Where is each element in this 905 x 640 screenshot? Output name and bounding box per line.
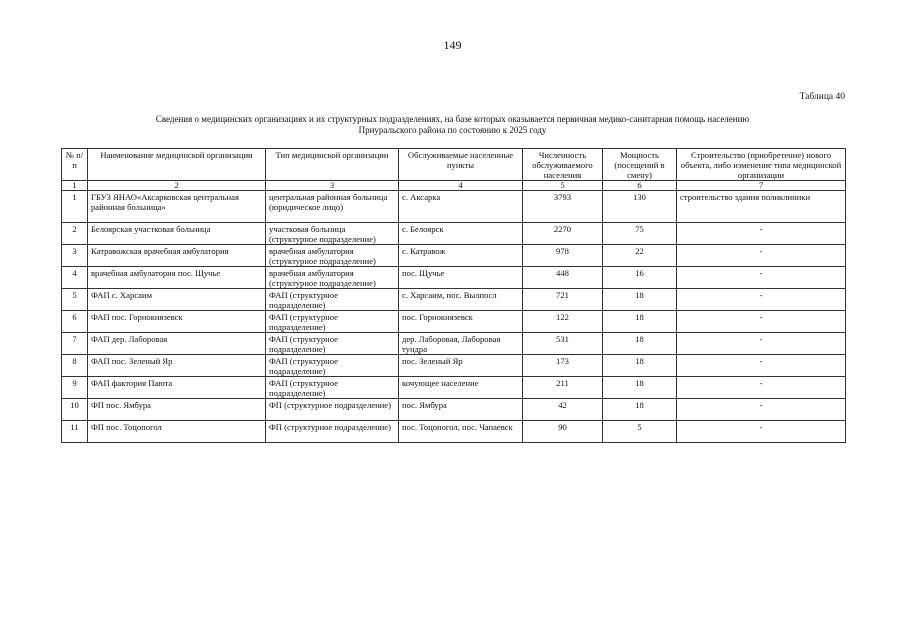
caption-line-1: Сведения о медицинских организациях и их структурных подразделениях, на базе которых оказывается первичная медико-санитарная помощь населению: [155, 114, 750, 124]
cell-organization-name: ФАП дер. Лаборовая: [88, 333, 266, 355]
cell-organization-name: ФП пос. Ямбура: [88, 399, 266, 421]
cell-organization-name: ГБУЗ ЯНАО«Аксарковская центральная районная больница»: [88, 191, 266, 223]
cell-capacity: 130: [603, 191, 677, 223]
cell-organization-type: врачебная амбулатория (структурное подразделение): [266, 267, 399, 289]
cell-number: 8: [62, 355, 88, 377]
cell-population: 211: [523, 377, 603, 399]
cell-number: 3: [62, 245, 88, 267]
cell-construction: -: [677, 399, 846, 421]
cell-organization-type: ФАП (структурное подразделение): [266, 333, 399, 355]
header-cell-population: Численность обслуживаемого населения: [523, 149, 603, 181]
cell-organization-type: ФП (структурное подразделение): [266, 399, 399, 421]
table-row: [62, 399, 846, 421]
cell-organization-name: ФАП пос. Зеленый Яр: [88, 355, 266, 377]
cell-population: 122: [523, 311, 603, 333]
cell-number: 1: [62, 191, 88, 223]
cell-organization-name: ФАП пос. Горнокнязевск: [88, 311, 266, 333]
cell-organization-type: ФП (структурное подразделение): [266, 421, 399, 443]
cell-number: 9: [62, 377, 88, 399]
table-row: [62, 421, 846, 443]
table-row: [62, 191, 846, 223]
cell-construction: -: [677, 245, 846, 267]
cell-organization-name: ФП пос. Тоцопогол: [88, 421, 266, 443]
cell-construction: -: [677, 267, 846, 289]
cell-population: 3793: [523, 191, 603, 223]
cell-capacity: 18: [603, 377, 677, 399]
cell-number: 10: [62, 399, 88, 421]
header-cell-construction: Строительство (приобретение) нового объекта, либо изменение типа медицинской организации: [677, 149, 846, 181]
cell-number: 4: [62, 267, 88, 289]
cell-population: 978: [523, 245, 603, 267]
table-row: [62, 223, 846, 245]
cell-organization-name: ФАП фактория Паюта: [88, 377, 266, 399]
cell-population: 721: [523, 289, 603, 311]
cell-served-settlements: кочующее население: [399, 377, 523, 399]
column-number: 7: [677, 181, 846, 191]
cell-organization-type: центральная районная больница (юридическое лицо): [266, 191, 399, 223]
cell-population: 531: [523, 333, 603, 355]
header-cell-number: № п/п: [62, 149, 88, 181]
cell-organization-name: Белоярская участковая больница: [88, 223, 266, 245]
cell-organization-type: участковая больница (структурное подразделение): [266, 223, 399, 245]
cell-population: 42: [523, 399, 603, 421]
column-number: 3: [266, 181, 399, 191]
cell-organization-name: ФАП с. Харсаим: [88, 289, 266, 311]
cell-served-settlements: с. Харсаим, пос. Вылпосл: [399, 289, 523, 311]
column-number: 2: [88, 181, 266, 191]
cell-number: 2: [62, 223, 88, 245]
header-cell-organization-name: Наименование медицинской организации: [88, 149, 266, 181]
cell-construction: -: [677, 223, 846, 245]
cell-served-settlements: пос. Щучье: [399, 267, 523, 289]
page-number: 149: [443, 38, 462, 52]
cell-organization-name: Катравожская врачебная амбулатория: [88, 245, 266, 267]
cell-served-settlements: дер. Лаборовая, Лаборовая тундра: [399, 333, 523, 355]
cell-served-settlements: с. Катравож: [399, 245, 523, 267]
cell-capacity: 5: [603, 421, 677, 443]
cell-number: 7: [62, 333, 88, 355]
cell-capacity: 75: [603, 223, 677, 245]
column-number: 1: [62, 181, 88, 191]
column-number: 4: [399, 181, 523, 191]
cell-capacity: 18: [603, 355, 677, 377]
cell-organization-type: ФАП (структурное подразделение): [266, 289, 399, 311]
table-label: Таблица 40: [799, 92, 845, 102]
table-row: [62, 377, 846, 399]
cell-capacity: 18: [603, 311, 677, 333]
cell-construction: -: [677, 333, 846, 355]
cell-served-settlements: с. Белоярск: [399, 223, 523, 245]
table-row: [62, 267, 846, 289]
cell-organization-name: врачебная амбулатория пос. Щучье: [88, 267, 266, 289]
header-cell-capacity: Мощность (посещений в смену): [603, 149, 677, 181]
cell-construction: -: [677, 421, 846, 443]
cell-served-settlements: пос. Тоцопогол, пос. Чапаевск: [399, 421, 523, 443]
header-cell-served-settlements: Обслуживаемые населенные пункты: [399, 149, 523, 181]
cell-capacity: 18: [603, 399, 677, 421]
table-row: [62, 289, 846, 311]
caption-line-2: Приуральского района по состоянию к 2025 году: [358, 125, 547, 135]
column-number: 6: [603, 181, 677, 191]
column-number-row: [62, 181, 846, 191]
cell-number: 5: [62, 289, 88, 311]
cell-number: 11: [62, 421, 88, 443]
cell-served-settlements: пос. Горнокнязевск: [399, 311, 523, 333]
cell-construction: -: [677, 289, 846, 311]
cell-capacity: 16: [603, 267, 677, 289]
cell-construction: строительство здания поликлиники: [677, 191, 846, 223]
cell-construction: -: [677, 377, 846, 399]
column-number: 5: [523, 181, 603, 191]
cell-capacity: 18: [603, 289, 677, 311]
table-row: [62, 245, 846, 267]
table-row: [62, 311, 846, 333]
table-row: [62, 355, 846, 377]
cell-served-settlements: пос. Ямбура: [399, 399, 523, 421]
cell-population: 173: [523, 355, 603, 377]
cell-number: 6: [62, 311, 88, 333]
header-row: [62, 149, 846, 181]
table-caption: [60, 114, 845, 136]
cell-construction: -: [677, 311, 846, 333]
cell-population: 2270: [523, 223, 603, 245]
cell-served-settlements: с. Аксарка: [399, 191, 523, 223]
cell-capacity: 18: [603, 333, 677, 355]
cell-organization-type: ФАП (структурное подразделение): [266, 377, 399, 399]
cell-construction: -: [677, 355, 846, 377]
cell-population: 448: [523, 267, 603, 289]
cell-organization-type: врачебная амбулатория (структурное подразделение): [266, 245, 399, 267]
cell-capacity: 22: [603, 245, 677, 267]
header-cell-organization-type: Тип медицинской организации: [266, 149, 399, 181]
medical-organizations-table: [61, 148, 846, 443]
cell-organization-type: ФАП (структурное подразделение): [266, 355, 399, 377]
table-row: [62, 333, 846, 355]
cell-served-settlements: пос. Зеленый Яр: [399, 355, 523, 377]
cell-population: 90: [523, 421, 603, 443]
cell-organization-type: ФАП (структурное подразделение): [266, 311, 399, 333]
